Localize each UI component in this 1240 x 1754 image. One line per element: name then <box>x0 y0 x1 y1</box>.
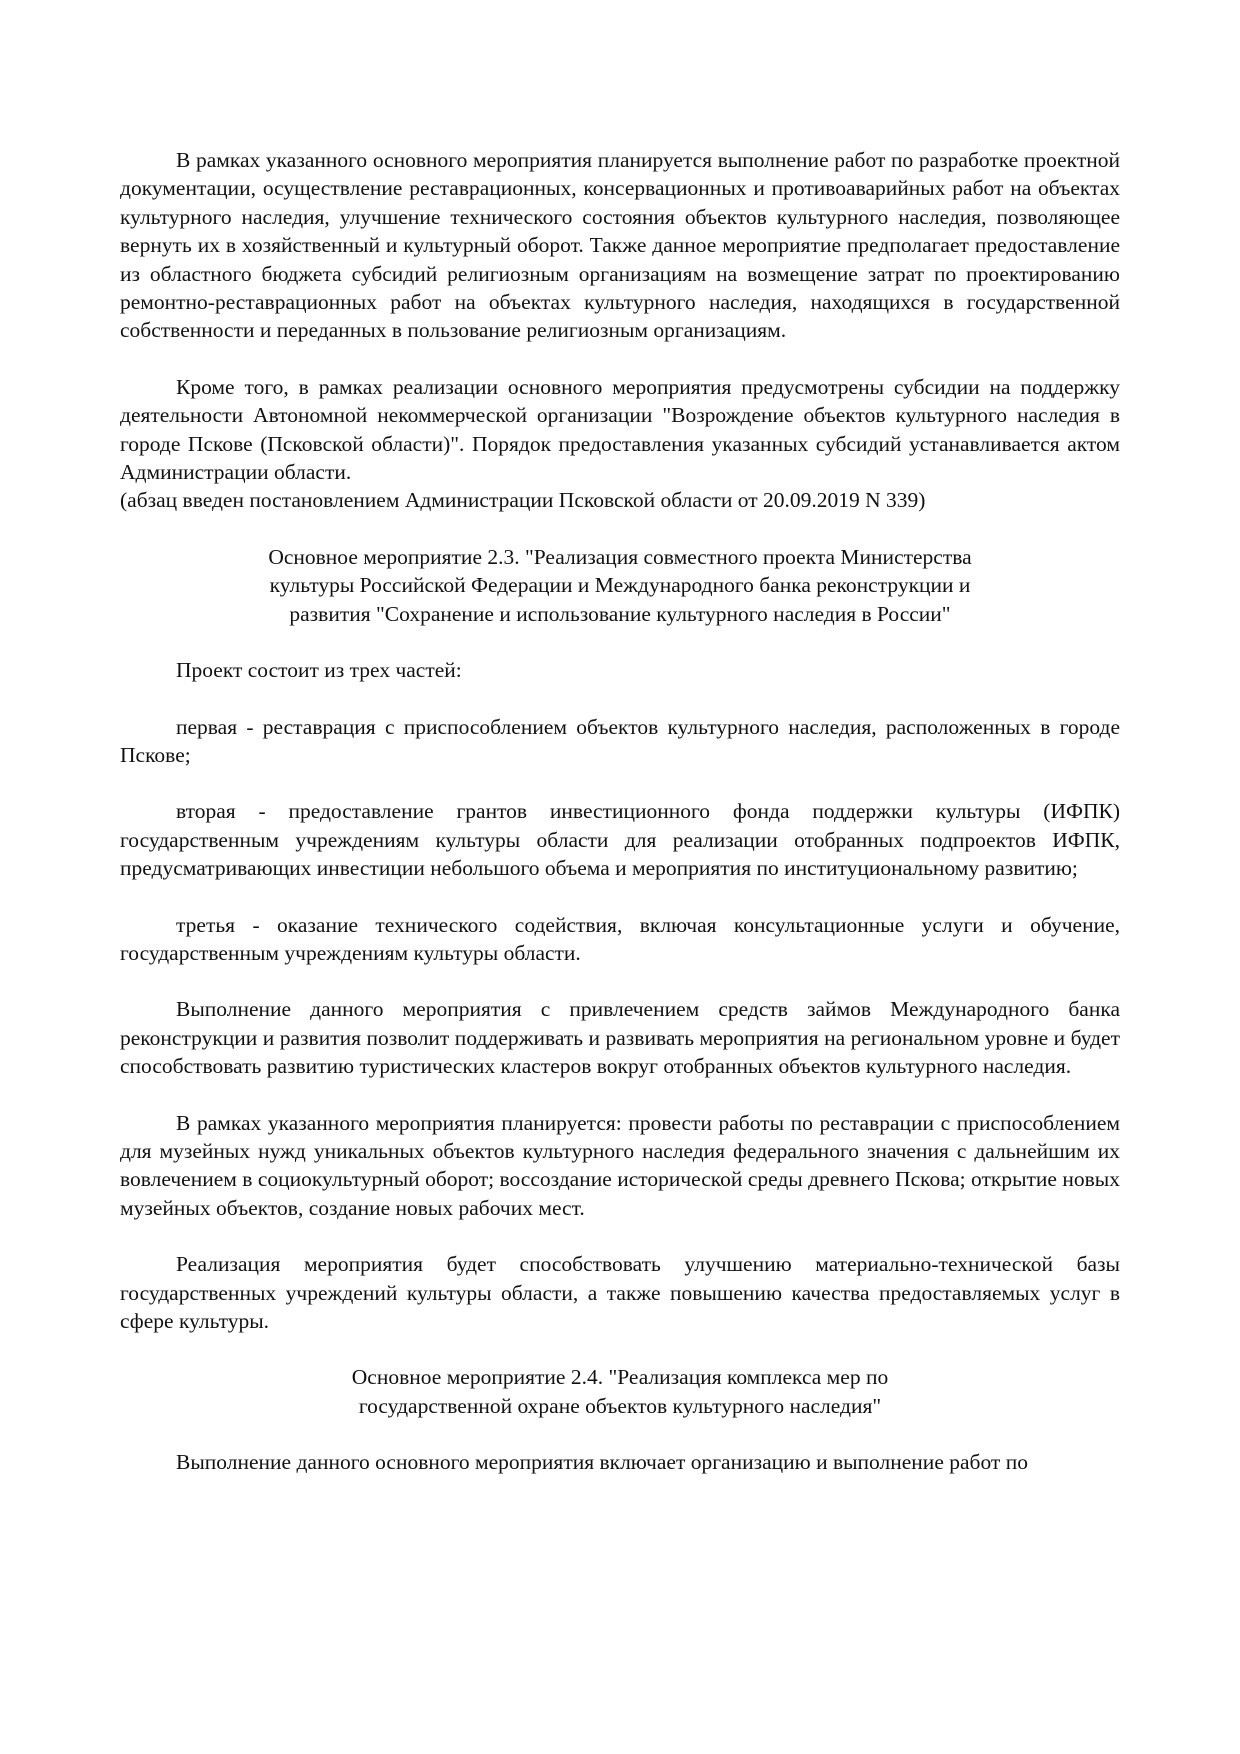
project-intro: Проект состоит из трех частей: <box>176 658 462 683</box>
paragraph-ibrd-loans: Выполнение данного мероприятия с привлечением средств займов Международного банка реконструкции и развития позволит поддерживать и развивать мероприятия на региональном уровне и будет способствовать развитию туристических кластеров вокруг отобранных объектов культурного наследия. <box>120 997 1120 1079</box>
paragraph-implementation-effect: Реализация мероприятия будет способствовать улучшению материально-технической базы государственных учреждений культуры области, а также повышению качества предоставляемых услуг в сфере культуры. <box>120 1252 1120 1333</box>
project-part-third: третья - оказание технического содействия, включая консультационные услуги и обучение, государственным учреждениям культуры области. <box>120 912 1120 965</box>
paragraph-section-2-4-start: Выполнение данного основного мероприятия включает организацию и выполнение работ по <box>176 1450 1028 1475</box>
paragraph-planned-works: В рамках указанного мероприятия планируется: провести работы по реставрации с приспособлением для музейных нужд уникальных объектов культурного наследия федерального значения с дальнейшим их вовлечением в социокультурный оборот; воссоздание исторической среды древнего Пскова; открытие новых музейных объектов, создание новых рабочих мест. <box>120 1110 1120 1220</box>
amendment-note: (абзац введен постановлением Администрации Псковской области от 20.09.2019 N 339) <box>120 488 926 513</box>
section-heading-2-3: Основное мероприятие 2.3. "Реализация совместного проекта Министерства культуры Российской Федерации и Международного банка реконструкции и развития "Сохранение и использование культурного наследия в России" <box>268 544 972 626</box>
project-part-second: вторая - предоставление грантов инвестиционного фонда поддержки культуры (ИФПК) государственным учреждениям культуры области для реализации отобранных подпроектов ИФПК, предусматривающих инвестиции небольшого объема и мероприятия по институциональному развитию; <box>120 799 1120 881</box>
paragraph-subsidies-ano: Кроме того, в рамках реализации основного мероприятия предусмотрены субсидии на поддержку деятельности Автономной некоммерческой организации "Возрождение объектов культурного наследия в городе Пскове (Псковской области)". Порядок предоставления указанных субсидий устанавливается актом Администрации области. <box>120 374 1120 485</box>
paragraph-restoration-works: В рамках указанного основного мероприятия планируется выполнение работ по разработке проектной документации, осуществление реставрационных, консервационных и противоаварийных работ на объектах культурного наследия, улучшение технического состояния объектов культурного наследия, позволяющее вернуть их в хозяйственный и культурный оборот. Также данное мероприятие предполагает предоставление из областного бюджета субсидий религиозным организациям на возмещение затрат по проектированию ремонтно-реставрационных работ на объектах культурного наследия, находящихся в государственной собственности и переданных в пользование религиозным организациям. <box>120 148 1120 343</box>
section-heading-2-4: Основное мероприятие 2.4. "Реализация комплекса мер по государственной охране объектов культурного наследия" <box>351 1365 889 1418</box>
document-page <box>120 146 1120 1477</box>
project-part-first: первая - реставрация с приспособлением объектов культурного наследия, расположенных в городе Пскове; <box>120 714 1120 767</box>
